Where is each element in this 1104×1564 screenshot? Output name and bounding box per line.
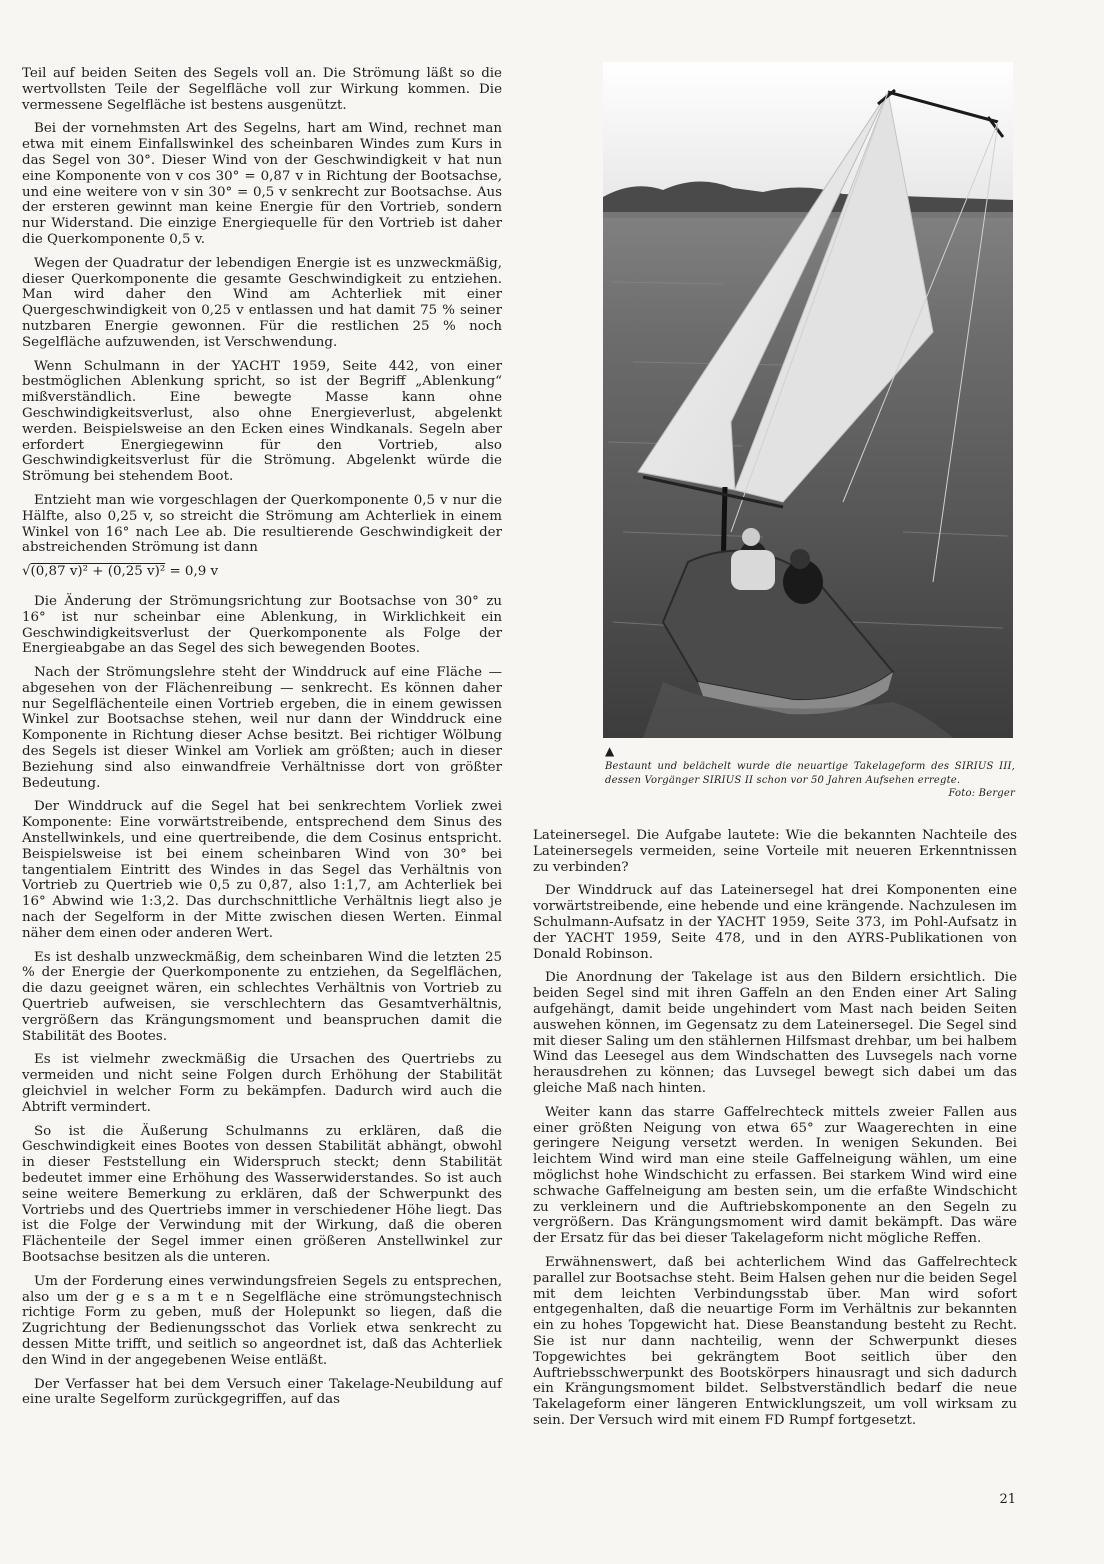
paragraph: Der Winddruck auf das Lateinersegel hat drei Komponenten eine vorwärtstreibende, eine hebende und eine krängende. Nachzulesen im Schulmann-Aufsatz in der YACHT 1959, Seite 373, im Pohl-Aufsatz in der YACHT 1959, Seite 478, und in den AYRS-Publikationen von Donald Robinson. — [533, 883, 1017, 962]
page-number: 21 — [999, 1492, 1016, 1507]
paragraph: So ist die Äußerung Schulmanns zu erklären, daß die Geschwindigkeit eines Bootes von dessen Stabilität abhängt, obwohl in dieser Feststellung ein Widerspruch steckt; denn Stabilität bedeutet immer eine Erhöhung des Wasserwiderstandes. So ist auch seine weitere Bemerkung zu erklären, daß der Schwerpunkt des Vortriebs und des Quertriebs immer in verschiedener Höhe liegt. Das ist die Folge der Verwindung mit der Wirkung, daß die oberen Flächenteile der Segel immer einen größeren Anstellwinkel zur Bootsachse besitzen als die unteren. — [22, 1123, 502, 1265]
paragraph: Entzieht man wie vorgeschlagen der Querkomponente 0,5 v nur die Hälfte, also 0,25 v, so streicht die Strömung am Achterliek in einem Winkel von 16° nach Lee ab. Die resultierende Geschwindigkeit der abstreichenden Strömung ist dann — [22, 492, 502, 556]
photo-caption — [605, 760, 1015, 801]
paragraph: Die Änderung der Strömungsrichtung zur Bootsachse von 30° zu 16° ist nur scheinbar eine Ablenkung, in Wirklichkeit ein Geschwindigkeitsverlust der Querkomponente als Folge der Energieabgabe an das Segel des sich bewegenden Bootes. — [22, 593, 502, 657]
right-text-column — [533, 828, 1017, 1437]
paragraph: Bei der vornehmsten Art des Segelns, hart am Wind, rechnet man etwa mit einem Einfallswinkel des scheinbaren Windes zum Kurs in das Segel von 30°. Dieser Wind von der Geschwindigkeit v hat nun eine Komponente von v cos 30° = 0,87 v in Richtung der Bootsachse, und eine weitere von v sin 30° = 0,5 v senkrecht zur Bootsachse. Aus der ersteren gewinnt man keine Energie für den Vortrieb, sondern nur Widerstand. Die einzige Energiequelle für den Vortrieb ist daher die Querkomponente 0,5 v. — [22, 121, 502, 247]
paragraph: Der Verfasser hat bei dem Versuch einer Takelage-Neubildung auf eine uralte Segelform zurückgegriffen, auf das — [22, 1376, 502, 1408]
formula-result: = 0,9 v — [169, 564, 219, 580]
left-text-column — [22, 66, 502, 1416]
paragraph: Teil auf beiden Seiten des Segels voll an. Die Strömung läßt so die wertvollsten Teile der Segelfläche voll zur Wirkung kommen. Die vermessene Segelfläche ist bestens ausgenützt. — [22, 66, 502, 113]
paragraph: Erwähnenswert, daß bei achterlichem Wind das Gaffelrechteck parallel zur Bootsachse steht. Beim Halsen gehen nur die beiden Segel mit dem leichten Verbindungsstab über. Man wird sofort entgegenhalten, daß die neuartige Form im Verhältnis zur bekannten ein zu hohes Topgewicht hat. Diese Beanstandung besteht zu Recht. Sie ist nur dann nachteilig, wenn der Schwerpunkt dieses Topgewichtes bei gekrängtem Boot seitlich über den Auftriebsschwerpunkt des Bootskörpers hinausragt und sich dadurch ein Krängungsmoment bildet. Selbstverständlich bedarf die neue Takelageform einer längeren Entwicklungszeit, um voll wirksam zu sein. Der Versuch wird mit einem FD Rumpf fortgesetzt. — [533, 1254, 1017, 1428]
paragraph: Lateinersegel. Die Aufgabe lautete: Wie die bekannten Nachteile des Lateinersegels vermeiden, seine Vorteile mit neueren Erkenntnissen zu verbinden? — [533, 828, 1017, 875]
root-symbol: √ — [22, 564, 31, 580]
sailboat-illustration — [603, 62, 1013, 738]
paragraph: Weiter kann das starre Gaffelrechteck mittels zweier Fallen aus einer größten Neigung von etwa 65° zur Waagerechten in eine geringere Neigung versetzt werden. In wenigen Sekunden. Bei leichtem Wind wird man eine steile Gaffelneigung wählen, um eine möglichst hohe Windschicht zu erfassen. Bei starkem Wind wird eine schwache Gaffelneigung am besten sein, um die erfaßte Windschicht zu verkleinern und die Auftriebskomponente an den Segeln zu vergrößern. Das Krängungsmoment wird damit bekämpft. Das wäre der Ersatz für das bei dieser Takelageform nicht mögliche Reffen. — [533, 1104, 1017, 1247]
paragraph: Um der Forderung eines verwindungsfreien Segels zu entsprechen, also um der g e s a m t e n Segelfläche eine strömungstechnisch richtige Form zu geben, muß der Holepunkt so liegen, daß die Zugrichtung der Bedienungsschot das Vorliek etwa senkrecht zu dessen Mitte trifft, und seitlich so angeordnet ist, daß das Achterliek den Wind in der angegebenen Weise entläßt. — [22, 1273, 502, 1368]
caption-marker: ▲ — [605, 744, 615, 758]
paragraph: Die Anordnung der Takelage ist aus den Bildern ersichtlich. Die beiden Segel sind mit ihren Gaffeln an den Enden einer Art Saling aufgehängt, damit beide ungehindert vom Mast nach beiden Seiten auswehen können, im Gegensatz zu dem Lateinersegel. Die Segel sind mit dieser Saling um den stählernen Hilfsmast drehbar, um bei halbem Wind das Leesegel aus dem Windschatten des Luvsegels nach vorne herausdrehen zu können; das Luvsegel bewegt sich dabei um das gleiche Maß nach hinten. — [533, 970, 1017, 1096]
paragraph: Wenn Schulmann in der YACHT 1959, Seite 442, von einer bestmöglichen Ablenkung spricht, so ist der Begriff „Ablenkung“ mißverständlich. Eine bewegte Masse kann ohne Geschwindigkeitsverlust, also ohne Energieverlust, abgelenkt werden. Beispielsweise an den Ecken eines Windkanals. Segeln aber erfordert Energiegewinn für den Vortrieb, also Geschwindigkeitsverlust für die Strömung. Abgelenkt würde die Strömung bei stehendem Boot. — [22, 358, 502, 485]
paragraph: Es ist vielmehr zweckmäßig die Ursachen des Quertriebs zu vermeiden und nicht seine Folgen durch Erhöhung der Stabilität gleichviel in welcher Form zu bekämpfen. Dadurch wird auch die Abtrift vermindert. — [22, 1052, 502, 1115]
photo-credit: Foto: Berger — [948, 788, 1015, 799]
formula-radicand: (0,87 v)² + (0,25 v)² — [30, 564, 166, 580]
caption-text: Bestaunt und belächelt wurde die neuartige Takelageform des SIRIUS III, dessen Vorgänger SIRIUS II schon vor 50 Jahren Aufsehen erregte. — [605, 761, 1015, 786]
paragraph: Der Winddruck auf die Segel hat bei senkrechtem Vorliek zwei Komponente: Eine vorwärtstreibende, entsprechend dem Sinus des Anstellwinkels, und eine quertreibende, die dem Cosinus entspricht. Beispielsweise ist bei einem scheinbaren Wind von 30° bei tangentialem Eintritt des Windes in das Segel das Verhältnis von Vortrieb zu Quertrieb wie 0,5 zu 0,87, also 1:1,7, am Achterliek bei 16° Abwind wie 1:3,2. Das durchschnittliche Verhältnis liegt also je nach der Segelform in der Mitte zwischen diesen Werten. Einmal näher dem einen oder anderen Wert. — [22, 799, 502, 941]
paragraph: Wegen der Quadratur der lebendigen Energie ist es unzweckmäßig, dieser Querkomponente die gesamte Geschwindigkeit zu entziehen. Man wird daher den Wind am Achterliek mit einer Quergeschwindigkeit von 0,25 v entlassen und hat damit 75 % seiner nutzbaren Energie gewonnen. Für die restlichen 25 % noch Segelfläche aufzuwenden, ist Verschwendung. — [22, 255, 502, 350]
paragraph: Nach der Strömungslehre steht der Winddruck auf eine Fläche — abgesehen von der Flächenreibung — senkrecht. Es können daher nur Segelflächenteile einen Vortrieb ergeben, die in einem gewissen Winkel zur Bootsachse stehen, weil nur dann der Winddruck eine Komponente in Richtung dieser Achse besitzt. Bei richtiger Wölbung des Segels ist dieser Winkel am Vorliek am größten; auch in dieser Beziehung sind also einwandfreie Verhältnisse dort von größter Bedeutung. — [22, 665, 502, 791]
paragraph: Es ist deshalb unzweckmäßig, dem scheinbaren Wind die letzten 25 % der Energie der Querkomponente zu entziehen, da Segelflächen, die dazu geeignet wären, ein schlechtes Verhältnis von Vortrieb zu Quertrieb aufweisen, sie verschlechtern das Gesamtverhältnis, vergrößern das Krängungsmoment und beanspruchen damit die Stabilität des Bootes. — [22, 949, 502, 1044]
formula — [22, 564, 502, 580]
sailboat-photo — [603, 62, 1013, 738]
